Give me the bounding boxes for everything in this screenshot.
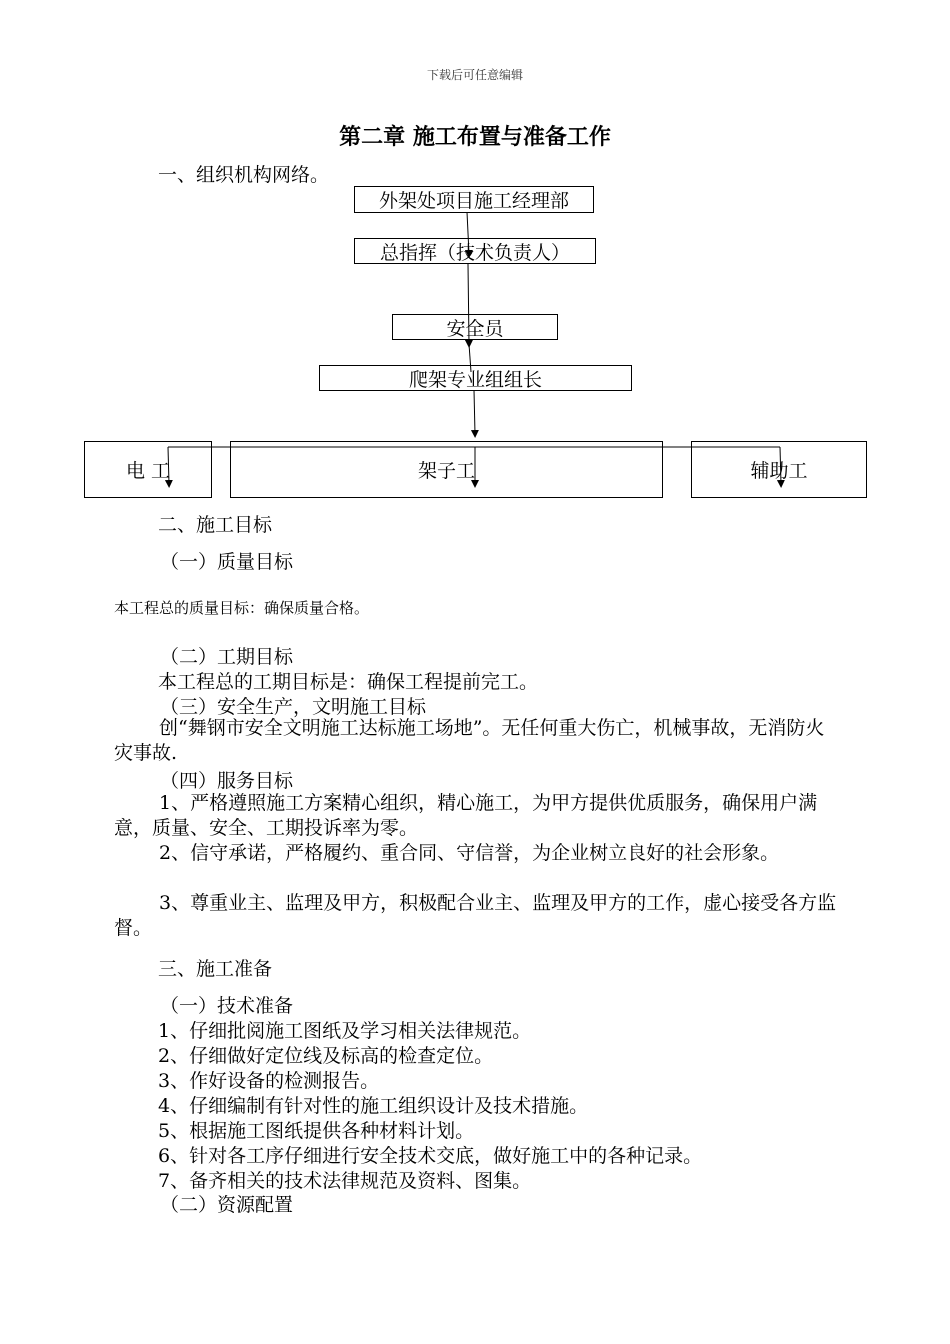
safety-heading: （三）安全生产，文明施工目标 [160, 696, 427, 718]
tech-item: 2、仔细做好定位线及标高的检查定位。 [158, 1045, 494, 1067]
org-box-electrician-label: 电 工 [125, 460, 171, 482]
service-heading: （四）服务目标 [160, 770, 294, 792]
schedule-heading: （二）工期目标 [160, 646, 294, 668]
quality-text: 本工程总的质量目标：确保质量合格。 [114, 599, 370, 617]
tech-item: 4、仔细编制有针对性的施工组织设计及技术措施。 [158, 1095, 589, 1117]
org-box-assistant [691, 441, 867, 498]
tech-heading: （一）技术准备 [160, 995, 294, 1017]
page-title: 第二章 施工布置与准备工作 [339, 125, 611, 150]
org-box-safety-label: 安全员 [446, 317, 504, 340]
org-box-top-label: 外架处项目施工经理部 [378, 190, 569, 212]
service-item: 1、严格遵照施工方案精心组织，精心施工，为甲方提供优质服务，确保用户满意，质量、安全、工期投诉率为零。 [114, 792, 818, 839]
org-box-safety [392, 314, 558, 340]
service-item: 2、信守承诺，严格履约、重合同、守信誉，为企业树立良好的社会形象。 [159, 842, 780, 864]
section1-heading: 一、组织机构网络。 [158, 164, 330, 186]
quality-heading: （一）质量目标 [160, 551, 294, 573]
tech-item: 7、备齐相关的技术法律规范及资料、图集。 [158, 1170, 532, 1192]
org-box-electrician [84, 441, 212, 498]
page-header-note: 下载后可任意编辑 [426, 68, 523, 82]
schedule-text: 本工程总的工期目标是：确保工程提前完工。 [158, 671, 539, 693]
org-box-top [354, 186, 594, 213]
tech-item: 6、针对各工序仔细进行安全技术交底，做好施工中的各种记录。 [158, 1145, 703, 1167]
section2-heading: 二、施工目标 [158, 514, 273, 536]
org-box-scaffolder-label: 架子工 [417, 460, 475, 482]
tech-item: 3、作好设备的检测报告。 [158, 1070, 380, 1092]
service-item: 3、尊重业主、监理及甲方，积极配合业主、监理及甲方的工作，虚心接受各方监督。 [114, 892, 837, 939]
resource-heading: （二）资源配置 [160, 1194, 294, 1216]
tech-item: 5、根据施工图纸提供各种材料计划。 [158, 1120, 475, 1142]
tech-item: 1、仔细批阅施工图纸及学习相关法律规范。 [158, 1020, 532, 1042]
arrow-leader-down [474, 390, 475, 434]
org-box-commander-label: 总指挥（技术负责人） [379, 241, 570, 264]
section3-heading: 三、施工准备 [158, 958, 273, 980]
org-box-commander [354, 238, 596, 264]
org-box-team-leader [319, 365, 632, 391]
org-box-assistant-label: 辅助工 [750, 460, 808, 482]
safety-text: 创“舞钢市安全文明施工达标施工场地”。无任何重大伤亡，机械事故，无消防火灾事故. [114, 717, 825, 764]
org-box-team-leader-label: 爬架专业组组长 [408, 368, 542, 391]
org-box-scaffolder [230, 441, 663, 498]
